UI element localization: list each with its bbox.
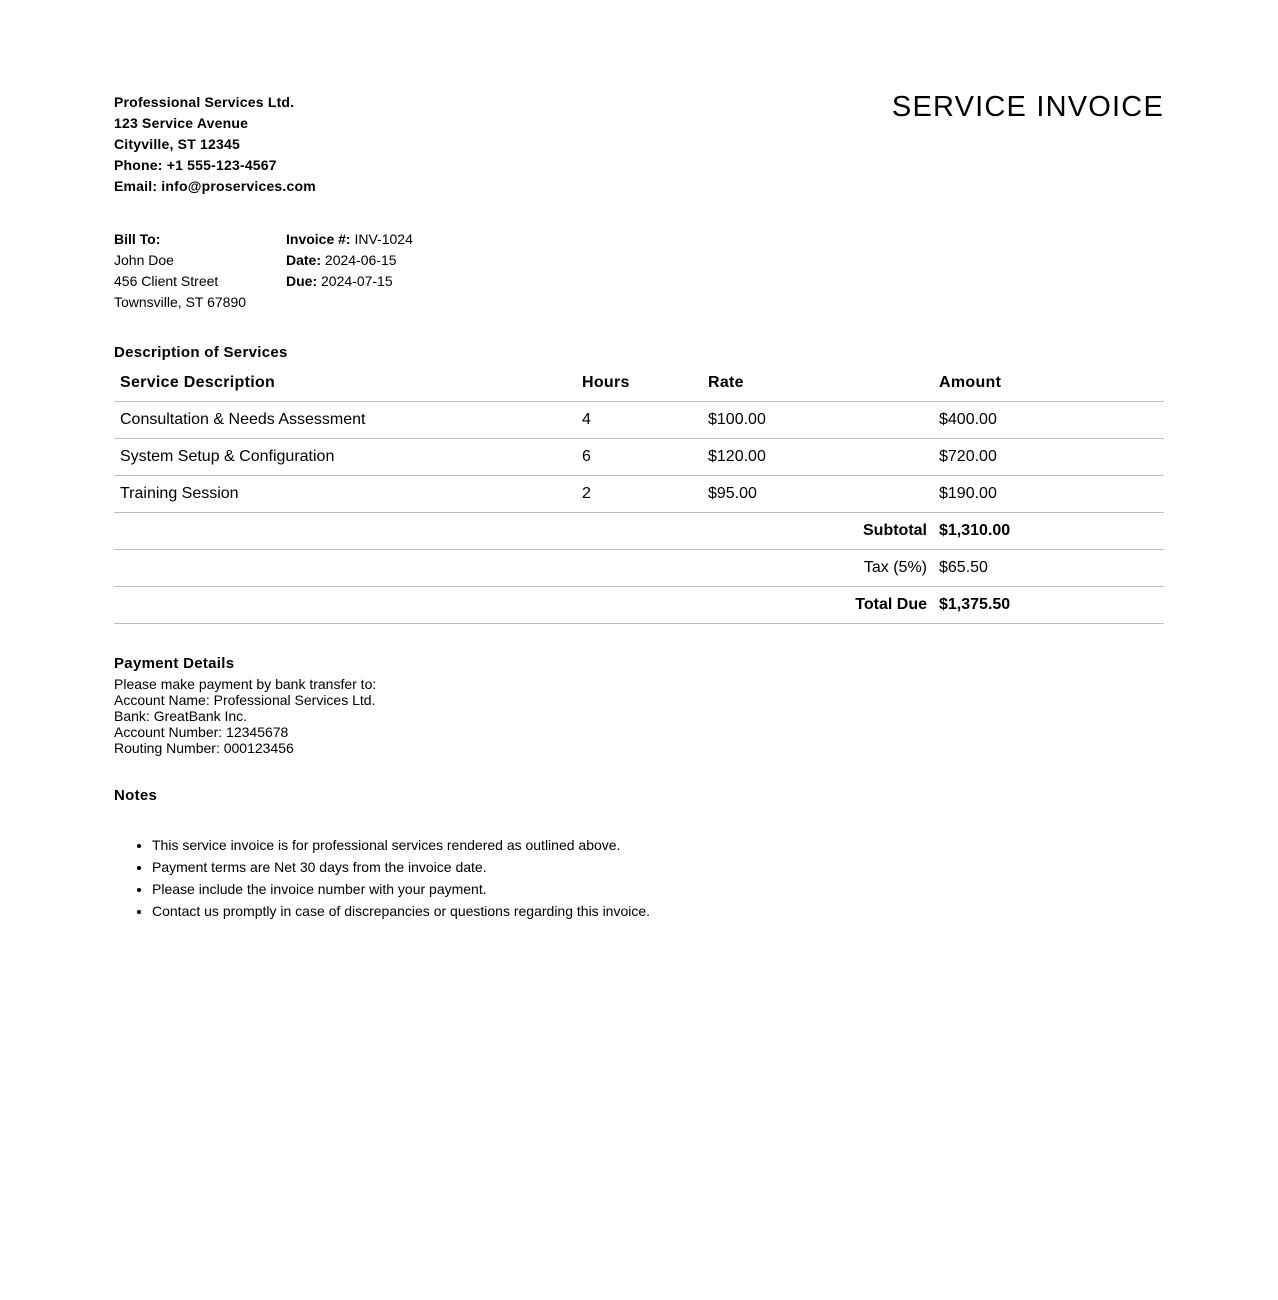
bill-to-label: Bill To: [114,231,161,247]
payment-line: Account Name: Professional Services Ltd. [114,692,376,708]
subtotal-label: Subtotal [114,513,939,550]
subtotal-row [114,513,1164,550]
payment-line: Please make payment by bank transfer to: [114,676,377,692]
list-item: • Contact us promptly in case of discrepancies or questions regarding this invoice. [152,900,650,922]
row-description: Consultation & Needs Assessment [114,402,582,439]
company-address-line1: 123 Service Avenue [114,115,249,131]
company-name: Professional Services Ltd. [114,94,295,110]
table-row [114,402,1164,439]
services-section-title: Description of Services [114,344,288,361]
header-rate: Rate [708,373,744,391]
total-row [114,587,1164,624]
row-rate: $100.00 [708,402,939,439]
services-table [114,364,1164,624]
company-email: Email: info@proservices.com [114,178,316,194]
invoice-date-label: Date: [286,252,322,268]
row-description: System Setup & Configuration [114,439,582,476]
header-hours: Hours [582,373,630,391]
header-service-description: Service Description [120,373,276,391]
table-header-row [114,364,1164,402]
payment-line: Bank: GreatBank Inc. [114,708,248,724]
header-amount: Amount [939,373,1002,391]
client-street: 456 Client Street [114,273,219,289]
client-name: John Doe [114,252,174,268]
list-item: • Payment terms are Net 30 days from the invoice date. [152,856,650,878]
invoice-title: SERVICE INVOICE [891,91,1164,123]
client-city: Townsville, ST 67890 [114,294,247,310]
row-rate: $95.00 [708,476,939,513]
bill-to-block [114,229,246,313]
row-description: Training Session [114,476,582,513]
row-hours: 4 [582,402,708,439]
total-value: $1,375.50 [939,587,1164,624]
invoice-number: INV-1024 [354,231,413,247]
payment-details [114,676,376,756]
row-rate: $120.00 [708,439,939,476]
tax-row [114,550,1164,587]
payment-line: Routing Number: 000123456 [114,740,294,756]
payment-section-title: Payment Details [114,655,235,672]
row-hours: 2 [582,476,708,513]
invoice-number-row [286,229,413,250]
row-hours: 6 [582,439,708,476]
company-info [114,92,316,197]
company-address-line2: Cityville, ST 12345 [114,136,240,152]
row-amount: $400.00 [939,402,1164,439]
invoice-due: 2024-07-15 [321,273,393,289]
table-row [114,439,1164,476]
list-item: • This service invoice is for professional services rendered as outlined above. [152,834,650,856]
total-label: Total Due [114,587,939,624]
invoice-date-row [286,250,413,271]
invoice-due-row [286,271,413,292]
row-amount: $190.00 [939,476,1164,513]
row-amount: $720.00 [939,439,1164,476]
subtotal-value: $1,310.00 [939,513,1164,550]
list-item: • Please include the invoice number with your payment. [152,878,650,900]
table-row [114,476,1164,513]
notes-list [114,834,650,922]
payment-line: Account Number: 12345678 [114,724,289,740]
invoice-number-label: Invoice #: [286,231,351,247]
company-phone: Phone: +1 555-123-4567 [114,157,277,173]
invoice-due-label: Due: [286,273,318,289]
notes-section-title: Notes [114,787,158,804]
invoice-meta [286,229,413,292]
invoice-date: 2024-06-15 [324,252,397,268]
tax-label: Tax (5%) [114,550,939,587]
tax-value: $65.50 [939,550,1164,587]
